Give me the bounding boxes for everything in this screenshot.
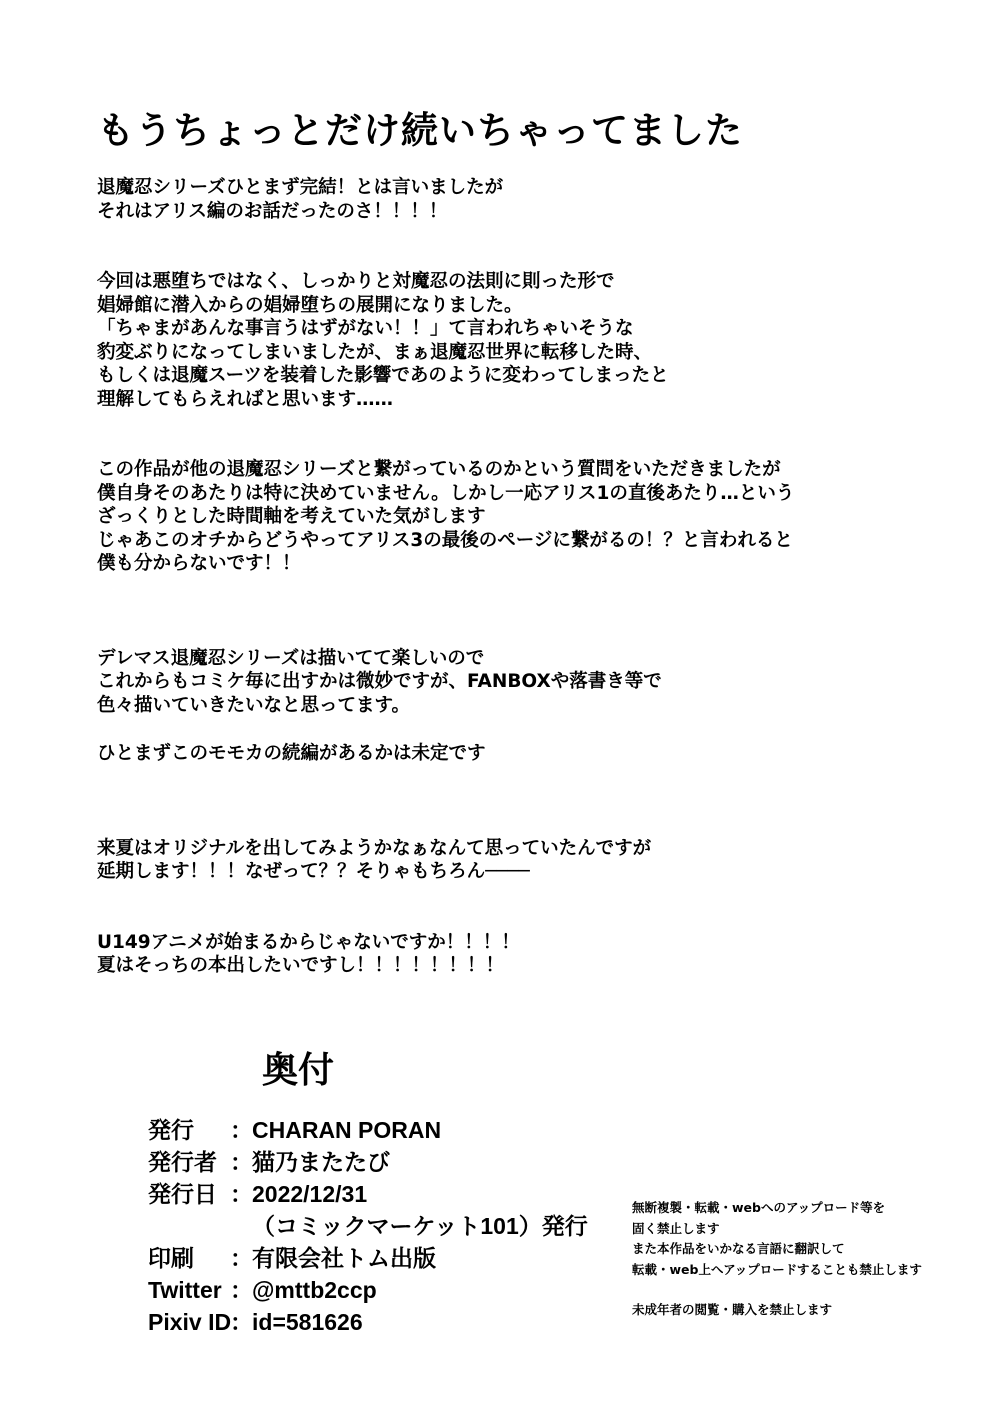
colophon-row-publisher [148, 1114, 588, 1146]
text-line: 豹変ぶりになってしまいましたが、まぁ退魔忍世界に転移した時、 [97, 341, 653, 363]
paragraph [97, 270, 957, 411]
colophon-value: @mttb2ccp [252, 1277, 377, 1303]
notice-line: 転載・web上へアップロードすることも禁止します [632, 1261, 922, 1277]
colophon-row-printer [148, 1242, 588, 1274]
colophon-value: 2022/12/31 [252, 1181, 368, 1207]
text-line: 「ちゃまがあんな事言うはずがない！！」て言われちゃいそうな [97, 318, 634, 339]
colophon-separator: ： [230, 1149, 253, 1175]
notice-line: また本作品をいかなる言語に翻訳して [632, 1241, 845, 1256]
minors-notice: 未成年者の閲覧・購入を禁止します [632, 1302, 833, 1317]
colophon-row-date [148, 1178, 588, 1210]
text-line: 今回は悪堕ちではなく、しっかりと対魔忍の法則に則った形で [97, 271, 615, 292]
text-line: それはアリス編のお話だったのさ！！！！ [97, 200, 448, 222]
text-line: じゃあこのオチからどうやってアリス3の最後のページに繋がるの！？と言われると [97, 529, 793, 551]
text-line: 理解してもらえればと思います…… [97, 388, 394, 410]
colophon-value: CHARAN PORAN [252, 1117, 442, 1143]
text-line: U149アニメが始まるからじゃないですか！！！！ [97, 931, 520, 953]
text-line: もしくは退魔スーツを装着した影響であのように変わってしまったと [97, 365, 669, 386]
paragraph [97, 931, 957, 978]
paragraph [97, 742, 957, 766]
paragraph [97, 837, 957, 884]
text-line: 来夏はオリジナルを出してみようかなぁなんて思っていたんですが [97, 837, 652, 859]
colophon-heading: 奥付 [262, 1050, 335, 1091]
colophon-label: Pixiv ID [148, 1309, 232, 1335]
text-line: ひとまずこのモモカの続編があるかは未定です [97, 743, 486, 764]
colophon-separator: ： [230, 1117, 253, 1143]
colophon-label: 発行者 [148, 1149, 217, 1175]
colophon-row-twitter [148, 1274, 588, 1306]
text-line: この作品が他の退魔忍シリーズと繋がっているのかという質問をいただきましたが [97, 459, 781, 480]
paragraph [97, 458, 957, 576]
colophon-row-pixiv [148, 1306, 588, 1338]
text-line: ざっくりとした時間軸を考えていた気がします [97, 506, 486, 527]
notice-line: 固く禁止します [632, 1220, 720, 1236]
text-line: 色々描いていきたいなと思ってます。 [97, 694, 411, 716]
colophon-separator: ： [230, 1181, 253, 1207]
colophon-value: 猫乃またたび [252, 1149, 390, 1175]
colophon-label: 発行 [148, 1117, 194, 1143]
colophon-label: Twitter [148, 1277, 222, 1303]
paragraph [97, 647, 957, 718]
colophon-label [148, 1210, 230, 1242]
colophon-separator: ： [230, 1277, 253, 1303]
text-line: デレマス退魔忍シリーズは描いてて楽しいので [97, 647, 485, 669]
text-line: これからもコミケ毎に出すかは微妙ですが、FANBOXや落書き等で [97, 671, 662, 692]
colophon-row-author [148, 1146, 588, 1178]
colophon-value: 有限会社トム出版 [252, 1245, 436, 1271]
colophon-label: 印刷 [148, 1245, 194, 1271]
text-line: 僕自身そのあたりは特に決めていません。しかし一応アリス1の直後あたり…という [97, 482, 795, 504]
afterword-body [97, 176, 957, 978]
text-line: 夏はそっちの本出したいですし！！！！！！！！ [97, 955, 505, 976]
text-line: 娼婦館に潜入からの娼婦堕ちの展開になりました。 [97, 294, 523, 316]
colophon-table [148, 1114, 588, 1338]
colophon-separator [230, 1210, 252, 1242]
notice-line: 無断複製・転載・webへのアップロード等を [632, 1200, 886, 1215]
colophon-row-event [148, 1210, 588, 1242]
text-line: 退魔忍シリーズひとまず完結！とは言いましたが [97, 177, 504, 198]
colophon-label: 発行日 [148, 1181, 217, 1207]
text-line: 僕も分からないです！！ [97, 553, 301, 574]
page-title: もうちょっとだけ続いちゃってました [97, 109, 743, 152]
copyright-notice [632, 1198, 922, 1321]
colophon-value: id=581626 [252, 1309, 363, 1335]
colophon-separator: ： [230, 1245, 253, 1271]
colophon-separator: ： [230, 1309, 253, 1335]
colophon-value: （コミックマーケット101）発行 [252, 1213, 588, 1239]
text-line: 延期します！！！なぜって？？そりゃもちろん──── [97, 861, 530, 882]
paragraph [97, 176, 957, 223]
